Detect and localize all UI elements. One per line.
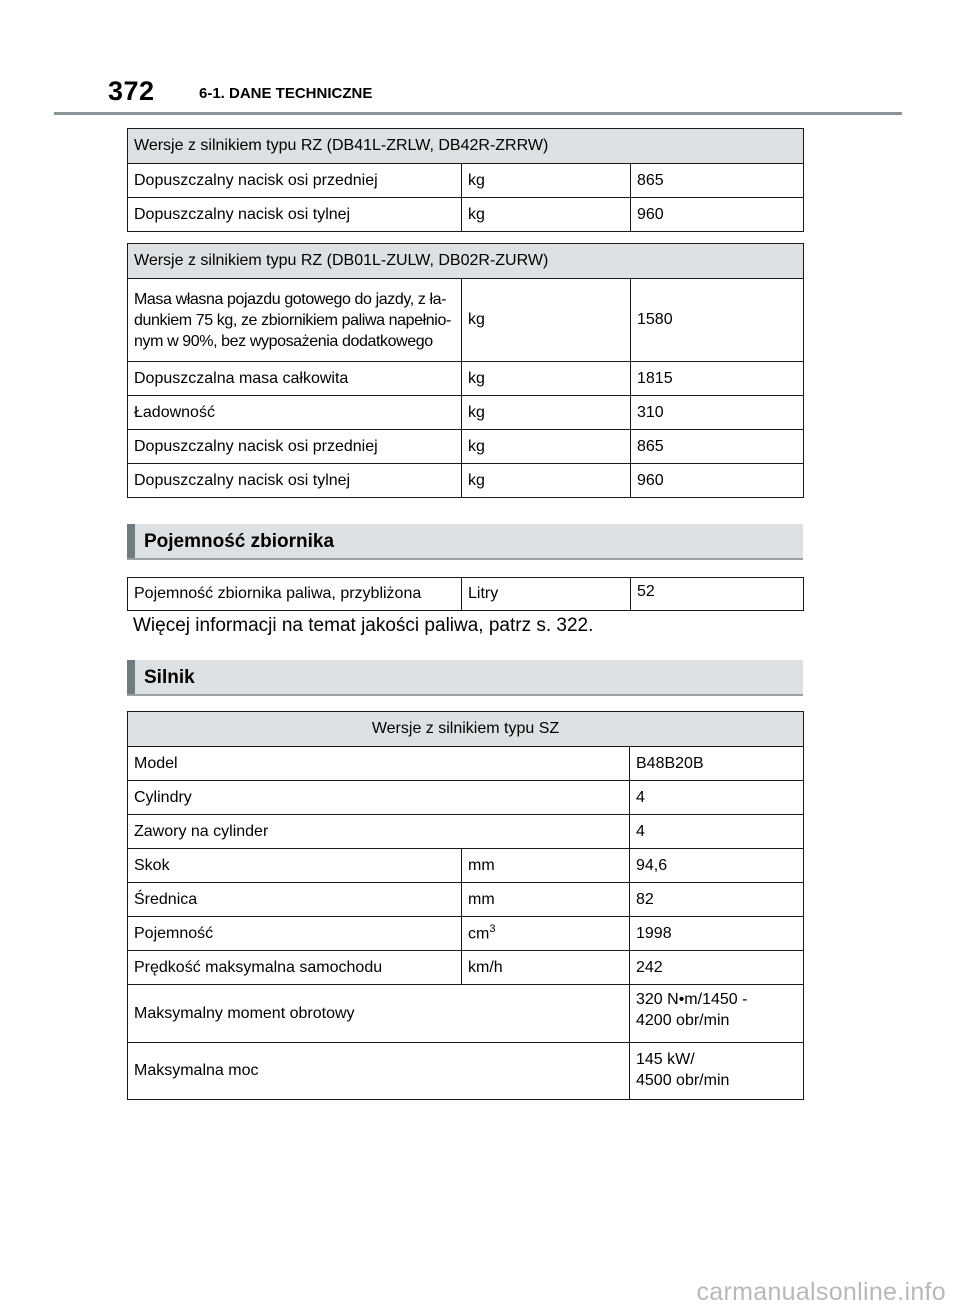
row-label: Średnica [128,883,462,917]
row-label: Maksymalna moc [128,1043,630,1100]
row-value: 865 [631,430,804,464]
table-row [128,883,804,917]
row-value: 865 [631,164,804,198]
table-row [128,951,804,985]
row-value: 82 [630,883,804,917]
row-label: Prędkość maksymalna samochodu [128,951,462,985]
row-label: Dopuszczalny nacisk osi przedniej [128,430,462,464]
row-unit: kg [462,396,631,430]
table-row [128,747,804,781]
row-label: Dopuszczalny nacisk osi tylnej [128,464,462,498]
section-marker [127,660,135,694]
spec-table-rz-zulw [127,243,804,498]
value-line: 4200 obr/min [636,1012,730,1029]
row-value: 52 [631,578,804,611]
table-row [128,917,804,951]
value-line: 4500 obr/min [636,1072,730,1089]
table-row [128,279,804,362]
unit-superscript: 3 [489,923,496,936]
row-label: Skok [128,849,462,883]
row-value [630,1043,804,1100]
table-row [128,985,804,1043]
row-label: Model [128,747,630,781]
unit-text: cm [468,925,490,943]
row-value: B48B20B [630,747,804,781]
row-value: 310 [631,396,804,430]
row-label: Dopuszczalny nacisk osi przedniej [128,164,462,198]
tank-table [127,577,804,611]
watermark: carmanualsonline.info [696,1278,946,1306]
row-value: 960 [631,198,804,232]
row-unit [462,917,630,951]
row-value: 960 [631,464,804,498]
row-label: Dopuszczalny nacisk osi tylnej [128,198,462,232]
table-row [128,849,804,883]
table-header: Wersje z silnikiem typu RZ (DB41L-ZRLW, DB42R-ZRRW) [128,129,804,164]
row-unit: kg [462,362,631,396]
table-row [128,578,804,611]
section-heading: Silnik [144,667,195,688]
row-unit: kg [462,198,631,232]
row-label: Pojemność [128,917,462,951]
row-label: Maksymalny moment obrotowy [128,985,630,1043]
table-row [128,164,804,198]
row-unit: km/h [462,951,630,985]
row-value: 1998 [630,917,804,951]
row-label: Zawory na cylinder [128,815,630,849]
value-line: 145 kW/ [636,1051,695,1068]
row-label: Pojemność zbiornika paliwa, przybliżona [128,578,462,611]
section-header-engine [127,660,803,696]
row-label [128,279,462,362]
table-header: Wersje z silnikiem typu RZ (DB01L-ZULW, DB02R-ZURW) [128,244,804,279]
table-row [128,464,804,498]
row-value: 1580 [631,279,804,362]
fuel-note: Więcej informacji na temat jakości paliwa, patrz s. 322. [133,615,594,636]
page-number: 372 [108,76,155,106]
section-title: 6-1. DANE TECHNICZNE [199,85,373,102]
row-unit: mm [462,849,630,883]
row-label: Cylindry [128,781,630,815]
row-value [630,985,804,1043]
label-line: Masa własna pojazdu gotowego do jazdy, z ła- [134,290,447,308]
row-unit: kg [462,430,631,464]
header-divider [54,112,902,115]
row-value: 94,6 [630,849,804,883]
table-row [128,781,804,815]
row-value: 242 [630,951,804,985]
row-unit: kg [462,279,631,362]
row-label: Ładowność [128,396,462,430]
section-heading: Pojemność zbiornika [144,531,335,552]
row-unit: mm [462,883,630,917]
spec-table-rz-zrlw [127,128,804,232]
row-unit: kg [462,464,631,498]
table-row [128,198,804,232]
section-marker [127,524,135,558]
row-value: 4 [630,815,804,849]
table-header: Wersje z silnikiem typu SZ [128,712,804,747]
table-row [128,396,804,430]
table-row [128,362,804,396]
value-line: 320 N•m/1450 - [636,991,748,1008]
engine-table [127,711,804,1100]
table-row [128,815,804,849]
label-line: dunkiem 75 kg, ze zbiornikiem paliwa napełnio- [134,311,451,329]
row-value: 4 [630,781,804,815]
label-line: nym w 90%, bez wyposażenia dodatkowego [134,332,433,350]
row-unit: Litry [462,578,631,611]
section-header-tank [127,524,803,560]
table-row [128,1043,804,1100]
row-label: Dopuszczalna masa całkowita [128,362,462,396]
row-unit: kg [462,164,631,198]
table-row [128,430,804,464]
row-value: 1815 [631,362,804,396]
